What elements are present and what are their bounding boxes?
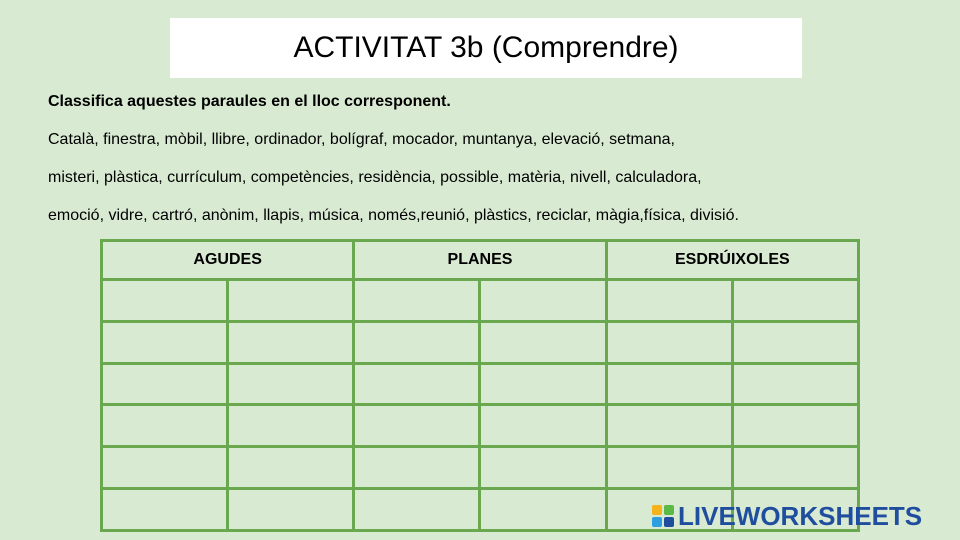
word-list-line-1: Català, finestra, mòbil, llibre, ordinador, bolígraf, mocador, muntanya, elevació, setmana, — [48, 131, 675, 148]
answer-cell[interactable] — [102, 280, 228, 322]
table-row — [102, 321, 859, 363]
classification-table — [100, 239, 860, 532]
answer-cell[interactable] — [732, 280, 858, 322]
page-title: ACTIVITAT 3b (Comprendre) — [293, 31, 679, 64]
table-row — [102, 447, 859, 489]
table-row — [102, 363, 859, 405]
table-row — [102, 405, 859, 447]
answer-cell[interactable] — [480, 321, 606, 363]
logo-squares-icon — [652, 505, 674, 527]
table-header-row — [102, 241, 859, 280]
instruction-text: Classifica aquestes paraules en el lloc corresponent. — [48, 93, 451, 110]
logo-square — [652, 505, 662, 515]
answer-cell[interactable] — [732, 405, 858, 447]
answer-cell[interactable] — [606, 447, 732, 489]
answer-cell[interactable] — [354, 321, 480, 363]
answer-cell[interactable] — [228, 363, 354, 405]
liveworksheets-logo — [652, 502, 922, 530]
logo-square — [664, 505, 674, 515]
word-list-line-2: misteri, plàstica, currículum, competències, residència, possible, matèria, nivell, calculadora, — [48, 169, 702, 186]
answer-cell[interactable] — [732, 363, 858, 405]
answer-cell[interactable] — [102, 489, 228, 531]
answer-cell[interactable] — [102, 405, 228, 447]
answer-cell[interactable] — [228, 280, 354, 322]
answer-cell[interactable] — [480, 489, 606, 531]
answer-cell[interactable] — [606, 405, 732, 447]
answer-cell[interactable] — [354, 280, 480, 322]
answer-cell[interactable] — [606, 363, 732, 405]
answer-cell[interactable] — [480, 447, 606, 489]
header-planes: PLANES — [354, 241, 606, 280]
logo-square — [652, 517, 662, 527]
title-box — [170, 18, 802, 78]
answer-cell[interactable] — [732, 321, 858, 363]
answer-cell[interactable] — [606, 280, 732, 322]
answer-cell[interactable] — [480, 280, 606, 322]
answer-cell[interactable] — [354, 489, 480, 531]
answer-cell[interactable] — [354, 363, 480, 405]
table-row — [102, 280, 859, 322]
answer-cell[interactable] — [354, 405, 480, 447]
word-list-line-3: emoció, vidre, cartró, anònim, llapis, música, només,reunió, plàstics, reciclar, màgia,física, divisió. — [48, 207, 739, 224]
answer-cell[interactable] — [732, 447, 858, 489]
header-agudes: AGUDES — [102, 241, 354, 280]
answer-cell[interactable] — [228, 321, 354, 363]
answer-cell[interactable] — [228, 489, 354, 531]
answer-cell[interactable] — [606, 321, 732, 363]
answer-cell[interactable] — [228, 405, 354, 447]
logo-square — [664, 517, 674, 527]
answer-cell[interactable] — [102, 321, 228, 363]
answer-cell[interactable] — [102, 363, 228, 405]
answer-cell[interactable] — [480, 363, 606, 405]
answer-cell[interactable] — [354, 447, 480, 489]
answer-cell[interactable] — [228, 447, 354, 489]
answer-cell[interactable] — [480, 405, 606, 447]
header-esdruixoles: ESDRÚIXOLES — [606, 241, 858, 280]
answer-cell[interactable] — [102, 447, 228, 489]
logo-text: LIVEWORKSHEETS — [678, 500, 923, 531]
